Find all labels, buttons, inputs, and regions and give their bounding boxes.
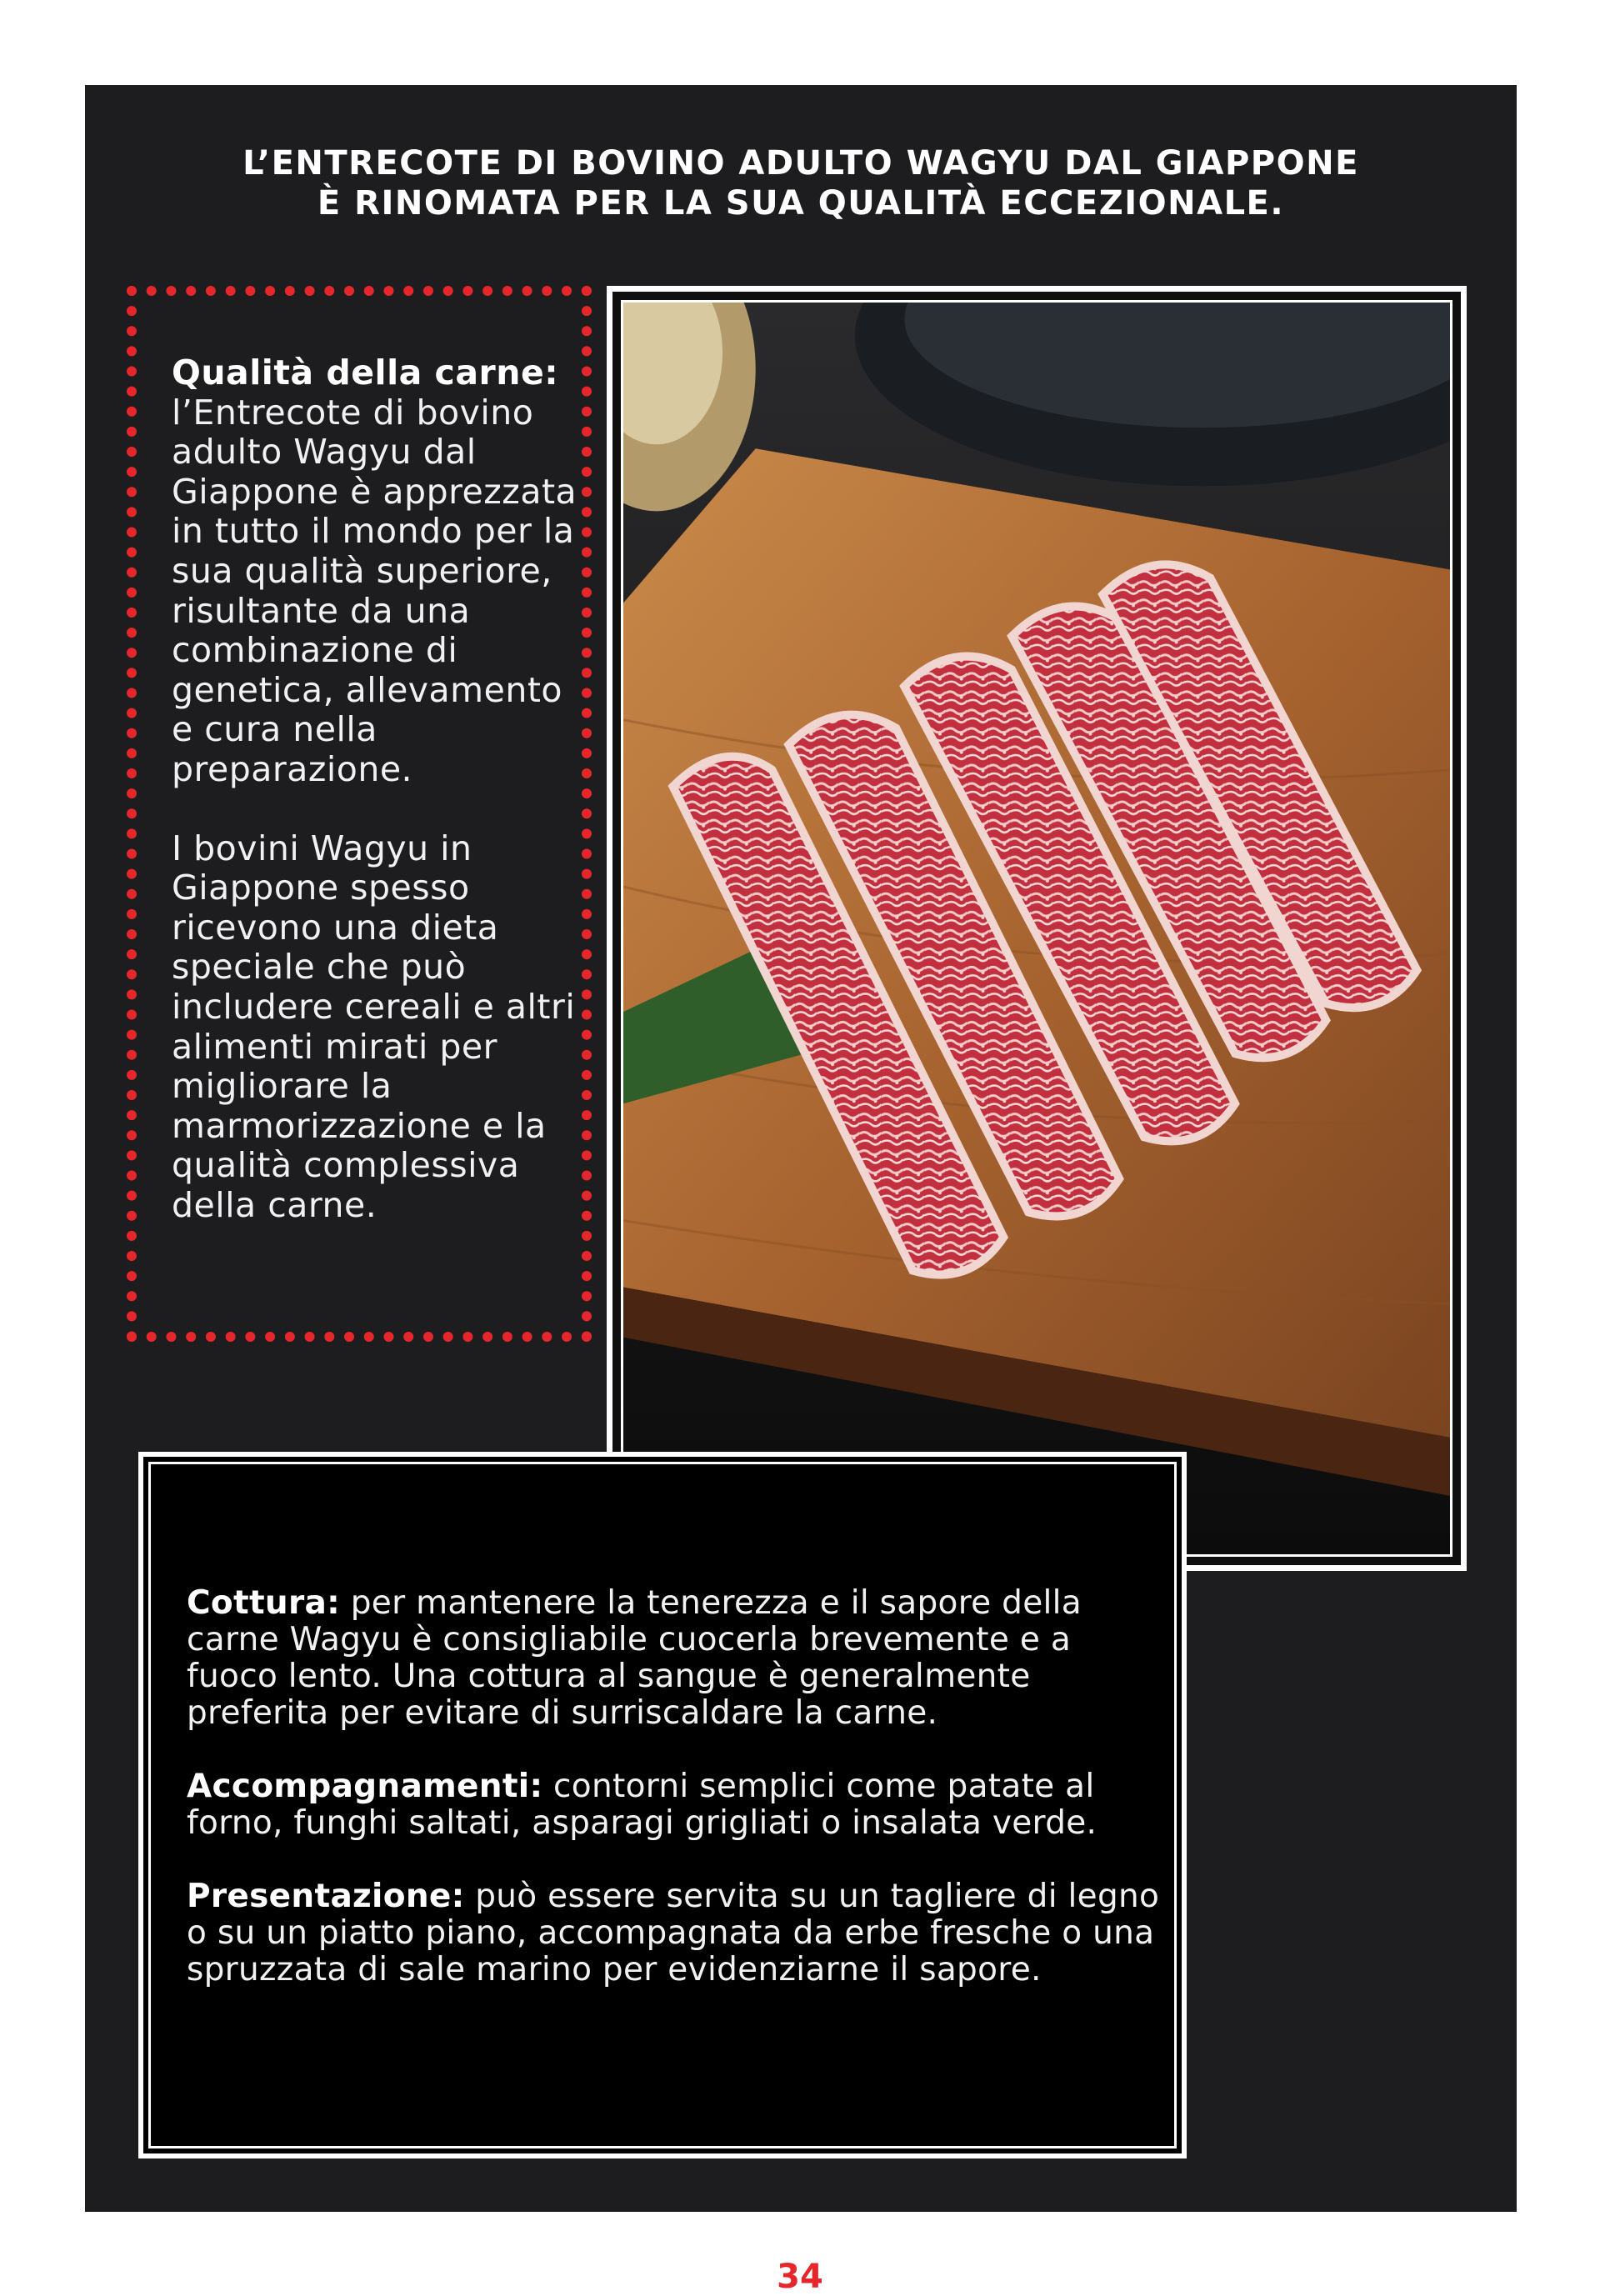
headline-line-1: L’ENTRECOTE DI BOVINO ADULTO WAGYU DAL GIAPPONE	[242, 144, 1359, 183]
wagyu-photo-illustration	[623, 303, 1450, 1554]
sides-label: Accompagnamenti:	[187, 1768, 543, 1805]
presentation-label: Presentazione:	[187, 1878, 465, 1915]
sides-body: contorni semplici come patate al forno, funghi saltati, asparagi grigliati o insalata verde.	[187, 1768, 1098, 1842]
cooking-body: per mantenere la tenerezza e il sapore della carne Wagyu è consigliabile cuocerla brevemente e a fuoco lento. Una cottura al sangue è generalmente preferita per evitare di surriscaldare la carne.	[187, 1584, 1082, 1732]
wagyu-photo	[621, 300, 1452, 1557]
sides-paragraph	[187, 1768, 1170, 1842]
presentation-paragraph	[187, 1878, 1170, 1988]
page-number: 34	[777, 2258, 823, 2296]
quality-label: Qualità della carne:	[172, 353, 559, 393]
quality-paragraph	[172, 353, 588, 790]
cooking-paragraph	[187, 1585, 1170, 1732]
quality-text-block	[172, 353, 588, 1264]
headline-line-2: È RINOMATA PER LA SUA QUALITÀ ECCEZIONALE.	[317, 184, 1285, 223]
page-headline	[85, 143, 1517, 223]
diet-paragraph: I bovini Wagyu in Giappone spesso ricevono una dieta speciale che può includere cereali e altri alimenti mirati per migliorare la marmorizzazione e la qualità complessiva della carne.	[172, 828, 576, 1225]
photo-frame	[607, 286, 1467, 1571]
quality-body: l’Entrecote di bovino adulto Wagyu dal Giappone è apprezzata in tutto il mondo per la sua qualità superiore, risultante da una combinazione di genetica, allevamento e cura nella preparazione.	[172, 392, 578, 789]
info-text-block	[187, 1585, 1170, 2025]
cooking-label: Cottura:	[187, 1584, 341, 1622]
presentation-body: può essere servita su un tagliere di legno o su un piatto piano, accompagnata da erbe fresche o una spruzzata di sale marino per evidenziarne il sapore.	[187, 1878, 1160, 1988]
